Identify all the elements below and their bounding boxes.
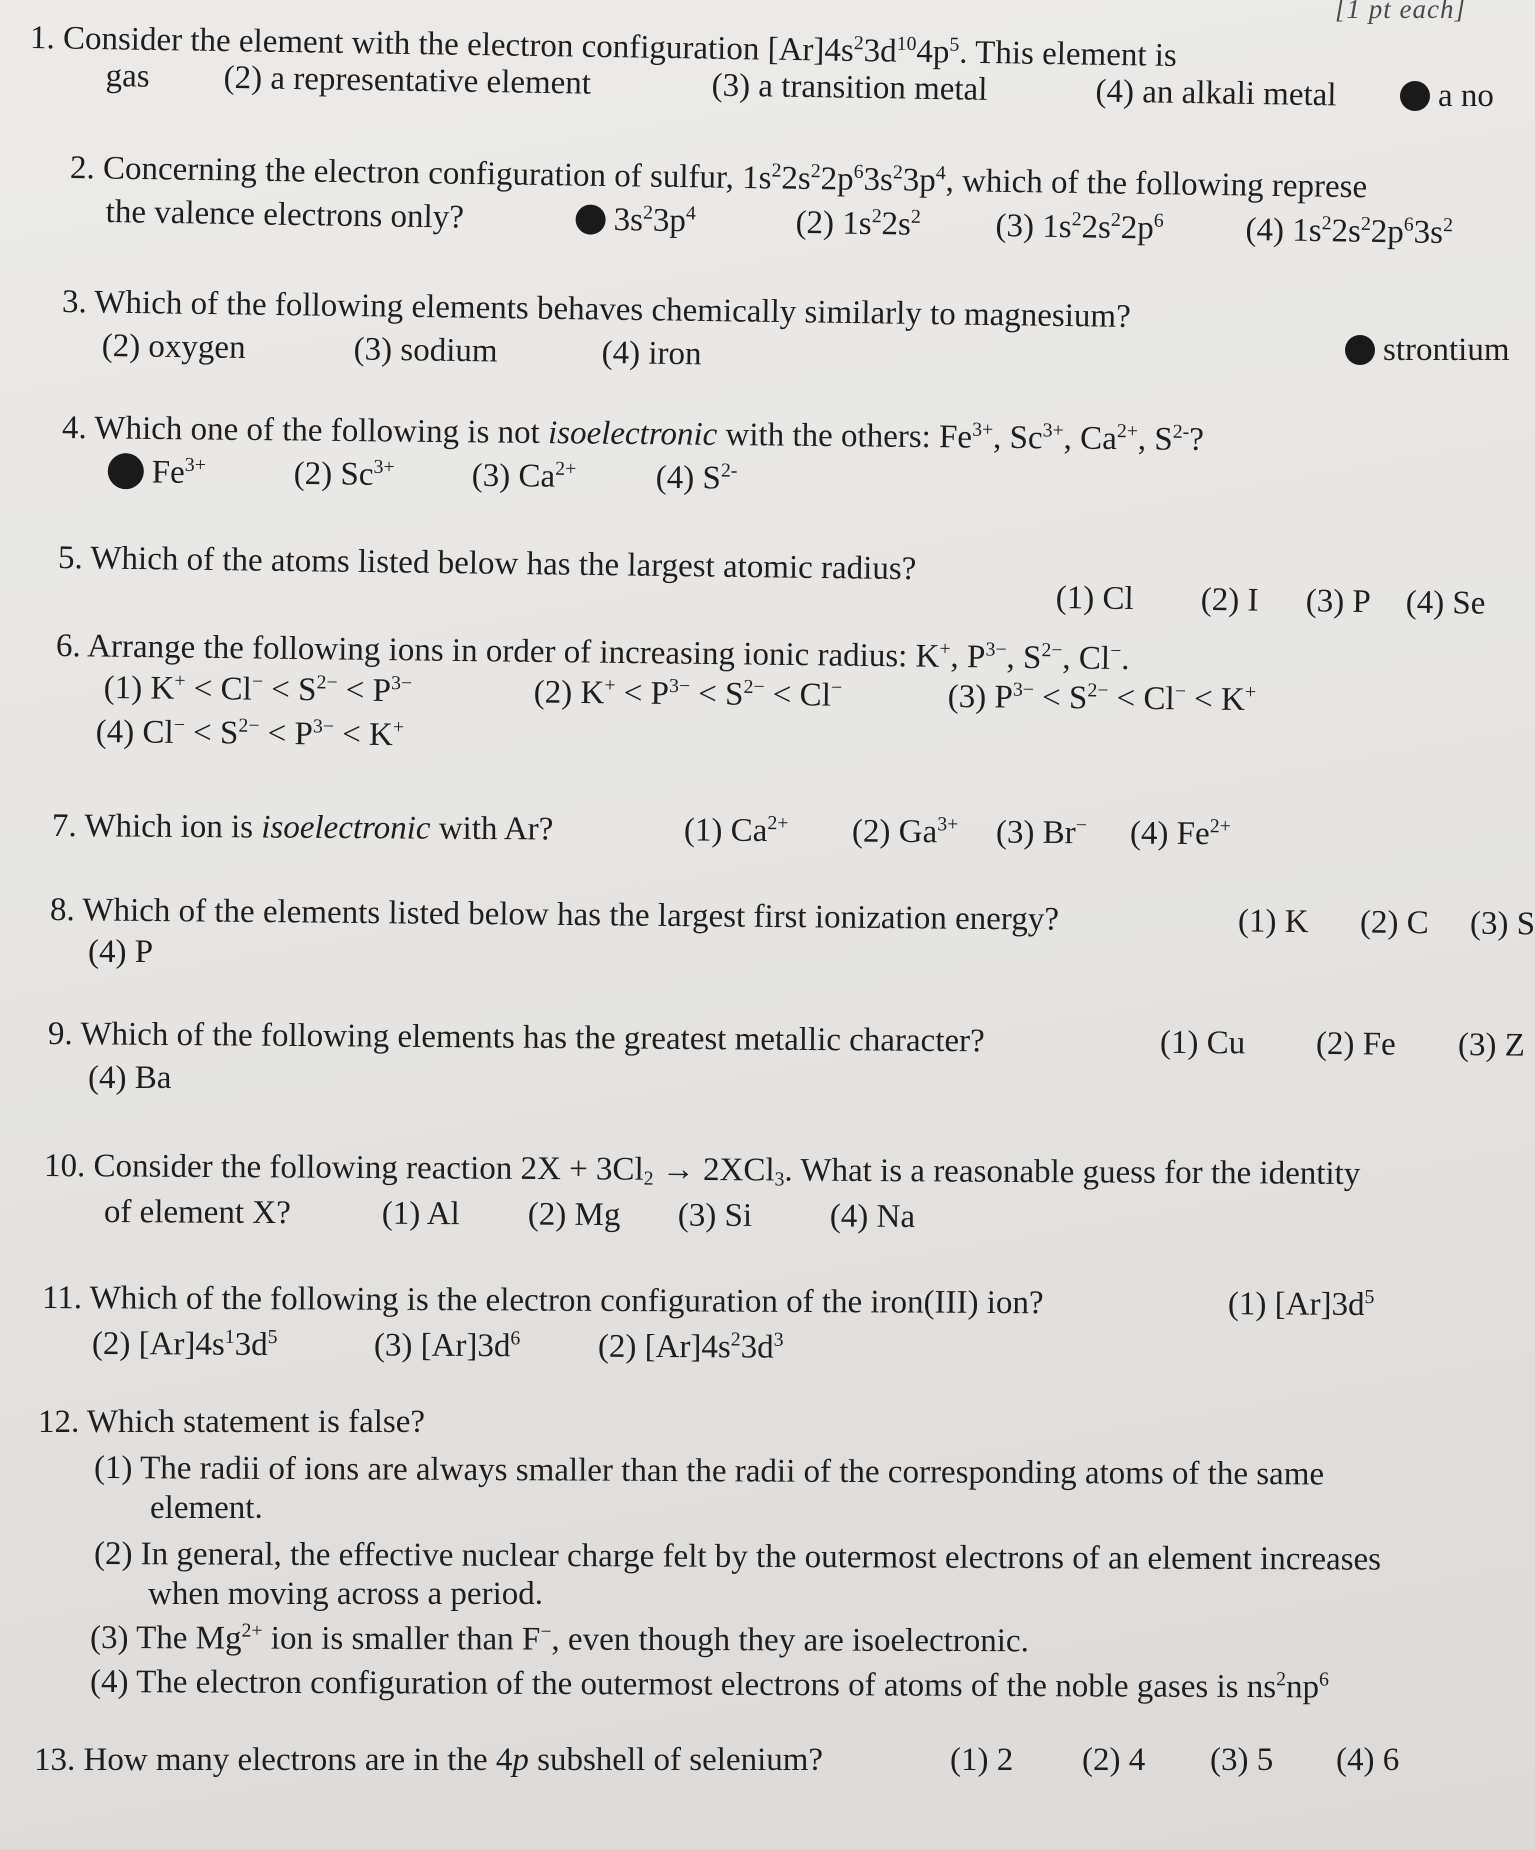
- question-2-option-2[interactable]: (2) $1s^22s^2$: [795, 204, 922, 243]
- question-2-option-4[interactable]: (4) $1s^22s^22p^63s^2$: [1245, 211, 1454, 252]
- question-3-option-3[interactable]: (3) sodium: [353, 331, 498, 370]
- question-9-option-2[interactable]: (2) Fe: [1315, 1025, 1396, 1063]
- question-13: 13. How many electrons are in the 4p subshell of selenium? (1) 2 (2) 4 (3) 5 (4) 6: [34, 1742, 1400, 1778]
- question-13-option-2[interactable]: (2) 4: [1082, 1742, 1146, 1778]
- question-12-option-1[interactable]: (1) The radii of ions are always smaller than the radii of the corresponding atoms of the same: [93, 1450, 1325, 1493]
- question-8: 8. Which of the elements listed below has the largest first ionization energy? (1) K (2) C (3) S: [49, 892, 1535, 943]
- filled-answer-bubble-icon: [1400, 81, 1430, 111]
- question-6-option-3[interactable]: (3) $P^{3-} < S^{2-} < Cl^- < K^+$: [947, 678, 1257, 718]
- question-4-option-3[interactable]: (3) $Ca^{2+}$: [471, 457, 577, 495]
- question-5: 5. Which of the atoms listed below has the largest atomic radius?: [57, 540, 917, 588]
- question-12: 12. Which statement is false?: [38, 1404, 426, 1440]
- filled-answer-bubble-icon: [1345, 335, 1375, 365]
- question-3-option-4[interactable]: (4) iron: [601, 334, 702, 373]
- question-12-option-1-cont: element.: [150, 1490, 263, 1526]
- question-1-option-2[interactable]: (2) a representative element: [223, 59, 592, 102]
- question-8-option-3[interactable]: (3) S: [1469, 905, 1535, 943]
- question-8-option-4[interactable]: (4) P: [88, 934, 154, 970]
- question-2: 2. Concerning the electron configuration of sulfur, $1s^22s^22p^63s^23p^4$, which of the following represe: [69, 150, 1368, 206]
- question-5-option-1[interactable]: (1) Cl: [1055, 579, 1134, 618]
- question-6: 6. Arrange the following ions in order of increasing ionic radius: K+, $P^{3-}$, $S^{2-}$, Cl−.: [55, 628, 1130, 678]
- question-1-option-1[interactable]: a no: [1400, 76, 1494, 116]
- question-12-option-4[interactable]: (4) The electron configuration of the outermost electrons of atoms of the noble gases is $ns^2np^6$: [89, 1664, 1330, 1706]
- question-11-option-1[interactable]: (1) $[Ar]3d^5$: [1227, 1286, 1375, 1323]
- question-13-option-3[interactable]: (3) 5: [1210, 1742, 1274, 1778]
- question-9-option-1[interactable]: (1) Cu: [1159, 1024, 1246, 1062]
- question-8-option-1[interactable]: (1) K: [1237, 903, 1309, 941]
- question-9: 9. Which of the following elements has the greatest metallic character? (1) Cu (2) Fe (3) Z: [47, 1016, 1525, 1064]
- question-5-option-4[interactable]: (4) Se: [1405, 584, 1486, 622]
- question-3-option-2[interactable]: (2) oxygen: [101, 327, 246, 367]
- question-1-option-3[interactable]: (3) a transition metal: [711, 67, 988, 108]
- question-1: 1. Consider the element with the electron configuration $[Ar]4s^23d^{10}4p^5$. This element is: [29, 20, 1178, 75]
- question-6-option-1[interactable]: (1) $K^+ < Cl^- < S^{2-} < P^{3-}$: [103, 669, 413, 710]
- question-12-option-2[interactable]: (2) In general, the effective nuclear charge felt by the outermost electrons of an element increases: [93, 1536, 1382, 1578]
- question-4-option-1[interactable]: $Fe^{3+}$: [108, 452, 206, 493]
- question-6-option-4[interactable]: (4) $Cl^- < S^{2-} < P^{3-} < K^+$: [95, 713, 405, 754]
- question-6-option-2[interactable]: (2) $K^+ < P^{3-} < S^{2-} < Cl^-$: [533, 674, 843, 714]
- question-2-option-1[interactable]: $3s^23p^4$: [575, 199, 696, 241]
- question-9-option-4[interactable]: (4) Ba: [88, 1060, 172, 1096]
- question-10: 10. Consider the following reaction $2X + 3Cl_2 \to 2XCl_3$. What is a reasonable guess for the identity: [43, 1148, 1361, 1193]
- question-3: 3. Which of the following elements behaves chemically similarly to magnesium?: [61, 284, 1132, 335]
- question-10-option-3[interactable]: (3) Si: [677, 1197, 753, 1234]
- question-12-option-2-cont: when moving across a period.: [148, 1576, 543, 1612]
- question-7-option-1[interactable]: (1) $Ca^{2+}$: [683, 812, 789, 849]
- question-4-option-4[interactable]: (4) $S^{2-}$: [655, 459, 738, 497]
- question-5-option-3[interactable]: (3) P: [1305, 583, 1372, 621]
- question-12-option-3[interactable]: (3) The $Mg^{2+}$ ion is smaller than F−, even though they are isoelectronic.: [89, 1619, 1029, 1660]
- question-4-option-2[interactable]: (2) $Sc^{3+}$: [293, 455, 395, 493]
- question-2-option-3[interactable]: (3) $1s^22s^22p^6$: [995, 207, 1164, 247]
- question-10-option-1[interactable]: (1) Al: [381, 1195, 460, 1233]
- question-7: 7. Which ion is isoelectronic with Ar? (1) $Ca^{2+}$ (2) $Ga^{3+}$ (3) Br− (4) $Fe^{2+}$: [52, 806, 554, 849]
- question-1-option-4[interactable]: (4) an alkali metal: [1095, 73, 1337, 114]
- question-7-option-4[interactable]: (4) $Fe^{2+}$: [1129, 815, 1231, 853]
- question-8-option-2[interactable]: (2) C: [1359, 904, 1429, 942]
- question-11-option-2[interactable]: (2) $[Ar]4s^13d^5$: [91, 1325, 278, 1363]
- question-13-option-4[interactable]: (4) 6: [1336, 1742, 1400, 1778]
- question-1-option-1-cont: gas: [105, 57, 150, 95]
- question-7-option-2[interactable]: (2) $Ga^{3+}$: [851, 813, 959, 851]
- question-11: 11. Which of the following is the electron configuration of the iron(III) ion? (1) $[Ar]3d^5$: [42, 1278, 1044, 1323]
- question-13-option-1[interactable]: (1) 2: [950, 1742, 1014, 1778]
- filled-answer-bubble-icon: [575, 204, 605, 234]
- question-10-stem-cont: of element X?: [103, 1194, 291, 1232]
- points-note: [1 pt each]: [1335, 0, 1466, 24]
- filled-answer-bubble-icon: [108, 453, 144, 489]
- question-7-option-3[interactable]: (3) Br−: [995, 814, 1087, 852]
- question-10-option-2[interactable]: (2) Mg: [527, 1196, 621, 1234]
- question-5-option-2[interactable]: (2) I: [1200, 581, 1259, 619]
- question-10-option-4[interactable]: (4) Na: [829, 1198, 916, 1235]
- question-11-option-3[interactable]: (3) $[Ar]3d^6$: [373, 1327, 521, 1365]
- question-2-stem-cont: the valence electrons only?: [105, 193, 465, 236]
- question-9-option-3[interactable]: (3) Z: [1457, 1027, 1525, 1064]
- question-11-option-4[interactable]: (2) $[Ar]4s^23d^3$: [597, 1328, 784, 1366]
- question-4: 4. Which one of the following is not isoelectronic with the others: $Fe^{3+}$, $Sc^{3+}$, $Ca^{2+}$, $S^{2-}$?: [61, 410, 1205, 458]
- question-3-option-1[interactable]: strontium: [1345, 330, 1510, 370]
